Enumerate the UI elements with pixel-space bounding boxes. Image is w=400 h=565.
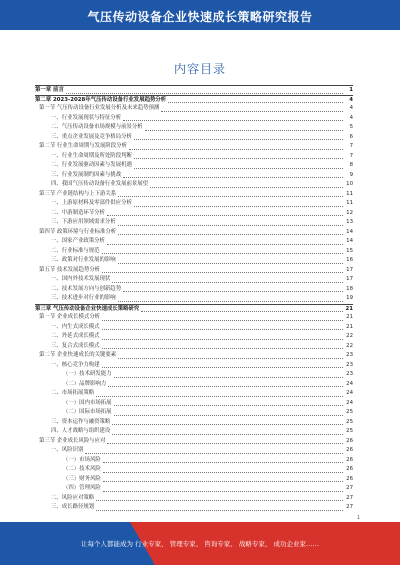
toc-entry[interactable] (35, 209, 353, 218)
toc-entry-page: 8 (349, 162, 353, 168)
footer-slogan-part: 战略专家、 (238, 540, 272, 548)
toc-entry[interactable] (35, 494, 353, 503)
footer-slogan-part: 咨询专家、 (204, 540, 237, 548)
toc-entry-page: 17 (346, 276, 353, 282)
toc-dot-leader (103, 471, 343, 473)
toc-dot-leader (96, 499, 343, 501)
toc-entry-page: 27 (346, 485, 353, 491)
toc-dot-leader (85, 452, 343, 454)
toc-dot-leader (118, 357, 343, 359)
toc-entry[interactable] (35, 418, 353, 427)
toc-dot-leader (118, 262, 343, 264)
toc-dot-leader (150, 186, 343, 188)
toc-entry-title: 三、行业发展制约因素与挑战 (51, 171, 122, 178)
toc-entry[interactable] (35, 503, 353, 512)
toc-entry[interactable] (35, 427, 353, 436)
toc-entry-page: 7 (349, 152, 353, 159)
toc-entry-title: 第五节 技术发展趋势分析 (39, 266, 101, 273)
toc-dot-leader (134, 138, 343, 140)
toc-dot-leader (134, 157, 343, 159)
toc-entry-title: （一）技术研发能力 (63, 371, 112, 377)
footer-slogan-part: 成功企业家…… (273, 540, 319, 548)
toc-entry[interactable] (35, 475, 353, 484)
toc-entry[interactable] (35, 104, 353, 113)
toc-dot-leader (108, 385, 343, 387)
toc-entry[interactable] (35, 228, 353, 237)
toc-dot-leader (102, 347, 343, 349)
toc-entry-title: （三）财务风险 (63, 475, 101, 482)
toc-dot-leader (112, 433, 343, 435)
toc-entry[interactable] (35, 218, 353, 227)
toc-entry[interactable] (35, 247, 353, 256)
toc-entry-title: 二、市场拓展策略 (51, 390, 95, 396)
toc-dot-leader (102, 319, 343, 321)
toc-dot-leader (103, 461, 343, 463)
toc-heading: 内容目录 (173, 62, 226, 76)
toc-entry[interactable] (35, 370, 353, 379)
toc-dot-leader (102, 366, 343, 368)
toc-entry[interactable] (35, 171, 353, 180)
toc-dot-leader (114, 376, 343, 378)
toc-entry-page: 23 (346, 352, 353, 358)
toc-entry-page: 9 (349, 171, 353, 178)
toc-entry-title: 二、行业标准与规范 (51, 247, 100, 254)
toc-dot-leader (123, 290, 343, 292)
toc-entry-title: 三、重点企业发展及竞争格局分析 (51, 133, 132, 140)
toc-entry-title: 二、技术发展方向与创新趋势 (51, 285, 122, 292)
toc-dot-leader (102, 252, 343, 254)
toc-dot-leader (102, 271, 343, 273)
toc-dot-leader (114, 414, 343, 416)
toc-entry[interactable] (35, 133, 353, 142)
toc-dot-leader (161, 110, 343, 112)
toc-chapter-entry[interactable] (35, 95, 353, 105)
toc-chapter-entry[interactable] (35, 85, 353, 95)
page-number: 1 (356, 515, 360, 521)
toc-entry-title: 一、核心竞争力构建 (51, 361, 100, 368)
toc-entry[interactable] (35, 285, 353, 294)
toc-entry[interactable] (35, 123, 353, 132)
table-of-contents (35, 85, 353, 515)
toc-entry-page: 26 (346, 475, 353, 482)
toc-dot-leader (112, 423, 343, 425)
toc-entry-page: 25 (346, 428, 353, 434)
toc-entry-page: 15 (346, 247, 353, 254)
toc-entry[interactable] (35, 152, 353, 161)
toc-entry[interactable] (35, 294, 353, 303)
toc-entry-title: 三、成长路径规划 (51, 504, 95, 510)
toc-dot-leader (118, 195, 343, 197)
toc-entry[interactable] (35, 446, 353, 455)
toc-entry[interactable] (35, 332, 353, 341)
toc-entry-page: 24 (346, 380, 353, 387)
toc-entry-page: 4 (349, 96, 353, 103)
toc-entry-title: 三、复合式成长模式 (51, 342, 100, 349)
toc-entry-title: 第一节 企业成长模式分析 (39, 314, 101, 320)
toc-entry-page: 23 (346, 361, 353, 368)
toc-entry-page: 21 (345, 305, 353, 312)
toc-dot-leader (103, 490, 343, 492)
toc-entry-title: （一）国内市场拓展 (63, 399, 112, 406)
toc-dot-leader (118, 224, 343, 226)
toc-dot-leader (107, 214, 343, 216)
toc-entry-page: 27 (346, 504, 353, 510)
toc-entry[interactable] (35, 389, 353, 398)
toc-entry-page: 26 (346, 466, 353, 472)
toc-entry[interactable] (35, 465, 353, 474)
toc-entry-title: 二、行业发展驱动因素与发展机遇 (51, 162, 132, 168)
toc-entry-title: 三、下游应用领域需求分析 (51, 219, 116, 225)
toc-entry-title: 第四节 政策环境与行业标准分析 (39, 228, 117, 235)
toc-dot-leader (145, 129, 343, 131)
toc-entry[interactable] (35, 437, 353, 446)
toc-entry-page: 22 (346, 342, 353, 349)
toc-dot-leader (112, 281, 343, 283)
toc-entry-page: 26 (346, 437, 353, 444)
toc-entry[interactable] (35, 190, 353, 199)
toc-dot-leader (102, 338, 343, 340)
toc-entry-page: 14 (346, 228, 353, 235)
toc-entry-title: 三、政策对行业发展的影响 (51, 257, 116, 263)
toc-entry-page: 11 (346, 200, 353, 206)
toc-entry-page: 17 (346, 266, 353, 273)
toc-entry[interactable] (35, 275, 353, 284)
toc-dot-leader (118, 233, 343, 235)
toc-entry-page: 14 (346, 238, 353, 244)
toc-entry-page: 13 (346, 219, 353, 225)
toc-dot-leader (129, 148, 343, 150)
toc-entry-page: 22 (346, 333, 353, 339)
toc-entry-page: 19 (346, 295, 353, 301)
toc-entry-page: 24 (346, 399, 353, 406)
toc-entry[interactable] (35, 237, 353, 246)
report-title: 气压传动设备企业快速成长策略研究报告 (87, 10, 313, 24)
toc-entry-page: 27 (346, 494, 353, 501)
toc-entry[interactable] (35, 380, 353, 389)
toc-entry-title: 一、风险识别 (51, 447, 84, 453)
toc-entry-title: 一、上游原材料及零部件供应分析 (51, 200, 132, 206)
toc-dot-leader (107, 442, 343, 444)
toc-entry[interactable] (35, 114, 353, 123)
toc-entry-title: 四、人才战略与组织建设 (51, 428, 111, 434)
toc-entry-page: 21 (346, 323, 353, 330)
toc-dot-leader (96, 509, 343, 511)
toc-dot-leader (96, 395, 343, 397)
toc-entry-title: 一、行业生命周期及所处阶段判断 (51, 152, 132, 159)
toc-entry[interactable] (35, 399, 353, 408)
toc-entry-title: 第三章 气压传动设备企业快速成长策略研究 (35, 305, 140, 312)
footer-slogan-part: 让每个人都能成为 (81, 540, 134, 548)
toc-entry-page: 6 (349, 133, 353, 140)
toc-dot-leader (114, 404, 343, 406)
toc-entry-title: 二、风险应对策略 (51, 494, 95, 501)
toc-entry-title: 四、我国气压传动设备行业发展前景展望 (51, 181, 149, 187)
footer-slogan-part: 管理专家、 (169, 540, 203, 548)
toc-entry[interactable] (35, 313, 353, 322)
toc-dot-leader (102, 328, 343, 330)
toc-entry-page: 4 (349, 105, 353, 111)
toc-entry-title: 第二节 企业快速成长的关键要素 (39, 352, 117, 358)
toc-entry-page: 10 (346, 181, 353, 187)
toc-entry-page: 18 (346, 285, 353, 292)
toc-dot-leader (103, 480, 343, 482)
toc-entry-page: 5 (349, 124, 353, 130)
toc-entry-page: 4 (349, 114, 353, 121)
toc-entry-title: 一、国家产业政策分析 (51, 238, 105, 244)
toc-entry-title: （四）管理风险 (63, 485, 101, 491)
toc-entry-page: 1 (349, 87, 353, 93)
toc-entry-title: 一、内生式成长模式 (51, 323, 100, 330)
toc-entry[interactable] (35, 323, 353, 332)
toc-dot-leader (168, 101, 343, 103)
toc-entry[interactable] (35, 256, 353, 265)
footer-slogan-part: 行业专家、 (135, 540, 168, 548)
toc-entry-page: 24 (346, 390, 353, 396)
toc-entry-title: （二）品牌影响力 (63, 380, 107, 387)
toc-dot-leader (141, 310, 343, 312)
toc-entry-title: 三、资本运作与融资策略 (51, 418, 111, 425)
toc-entry-title: （二）技术风险 (63, 466, 101, 472)
toc-entry-page: 26 (346, 456, 353, 463)
toc-entry-page: 26 (346, 447, 353, 453)
toc-dot-leader (134, 167, 343, 169)
toc-entry-page: 25 (346, 409, 353, 415)
toc-dot-leader (123, 119, 343, 121)
toc-dot-leader (134, 205, 343, 207)
toc-entry[interactable] (35, 408, 353, 417)
toc-entry-title: 第二节 行业生命周期与发展阶段分析 (39, 143, 127, 149)
toc-entry-title: 二、中游制造环节分析 (51, 209, 105, 216)
toc-entry[interactable] (35, 199, 353, 208)
toc-entry[interactable] (35, 361, 353, 370)
toc-dot-leader (123, 176, 343, 178)
toc-entry[interactable] (35, 456, 353, 465)
toc-entry-page: 12 (346, 209, 353, 216)
toc-dot-leader (118, 300, 343, 302)
toc-entry-page: 25 (346, 418, 353, 425)
toc-entry[interactable] (35, 484, 353, 493)
footer-slogan (0, 539, 400, 548)
toc-entry-title: 一、国内外技术发展现状 (51, 276, 111, 282)
toc-entry-page: 16 (346, 257, 353, 263)
toc-dot-leader (107, 243, 343, 245)
toc-entry-title: 第三节 产业链结构与上下游关系 (39, 190, 117, 197)
toc-entry[interactable] (35, 342, 353, 351)
toc-entry[interactable] (35, 266, 353, 275)
toc-entry-title: 第一章 前言 (35, 87, 64, 93)
toc-entry[interactable] (35, 161, 353, 170)
toc-entry-page: 7 (349, 143, 353, 149)
toc-entry-page: 21 (346, 314, 353, 320)
toc-entry-title: （二）国际市场拓展 (63, 409, 112, 415)
toc-entry-title: 第三节 企业成长风险与应对 (39, 437, 106, 444)
toc-entry[interactable] (35, 351, 353, 360)
toc-entry[interactable] (35, 142, 353, 151)
toc-entry-title: 一、行业发展现状与特征分析 (51, 114, 122, 121)
toc-dot-leader (66, 92, 343, 94)
toc-entry[interactable] (35, 180, 353, 189)
toc-entry-title: （一）市场风险 (63, 456, 101, 463)
toc-chapter-entry[interactable] (35, 304, 353, 314)
report-header-bar (0, 0, 400, 30)
toc-entry-title: 三、技术进步对行业的影响 (51, 295, 116, 301)
footer-banner (0, 522, 400, 565)
toc-entry-title: 二、外延式成长模式 (51, 333, 100, 339)
toc-entry-title: 第二章 2023-2028年气压传动设备行业发展趋势分析 (35, 96, 167, 103)
toc-entry-title: 二、气压传动设备市场规模与前景分析 (51, 124, 143, 130)
toc-entry-page: 23 (346, 371, 353, 377)
toc-entry-title: 第一节 气压传动设备行业发展分析及未来趋势预测 (39, 105, 160, 111)
toc-entry-page: 11 (346, 190, 353, 197)
